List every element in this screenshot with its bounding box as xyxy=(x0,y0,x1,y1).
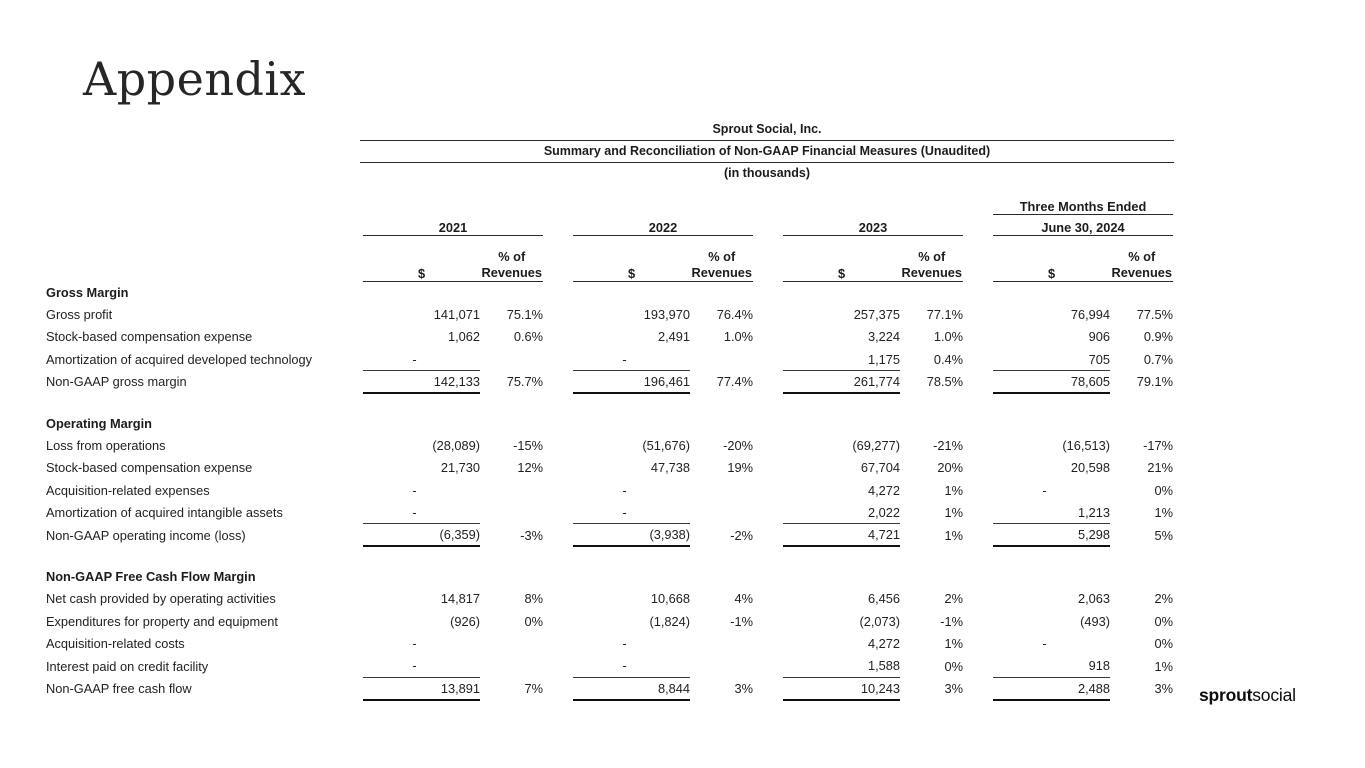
dollar-header: $ xyxy=(993,235,1110,281)
pct-value: 79.1% xyxy=(1136,374,1173,390)
pct-value: 1% xyxy=(1154,505,1173,521)
dollar-value: 5,298 xyxy=(993,524,1110,546)
dollar-value: (6,359) xyxy=(363,524,480,546)
pct-value: 2% xyxy=(1154,591,1173,607)
dollar-value: (2,073) xyxy=(859,613,900,629)
table-row xyxy=(46,326,1173,348)
column-gap xyxy=(753,434,783,456)
pct-of-revenues-header: % of Revenues xyxy=(480,235,543,281)
pct-value: -21% xyxy=(933,438,963,454)
pct-value: 77.1% xyxy=(926,307,963,323)
dollar-value: 47,738 xyxy=(650,460,690,476)
table-row xyxy=(46,502,1173,524)
pct-value: 1.0% xyxy=(723,329,753,345)
column-gap xyxy=(543,434,573,456)
column-gap xyxy=(963,434,993,456)
pct-value: 3% xyxy=(1154,680,1173,696)
pct-value: 21% xyxy=(1147,460,1173,476)
dollar-value: - xyxy=(573,502,690,524)
table-row xyxy=(46,632,1173,654)
row-label: Acquisition-related costs xyxy=(46,636,185,652)
pct-value: 1% xyxy=(944,482,963,498)
pct-value: 3% xyxy=(944,680,963,696)
dollar-value: 257,375 xyxy=(853,307,900,323)
pct-value: 4% xyxy=(734,591,753,607)
column-gap xyxy=(963,303,993,325)
dollar-value: 4,721 xyxy=(783,524,900,546)
column-gap xyxy=(753,479,783,501)
dollar-header: $ xyxy=(783,235,900,281)
column-gap xyxy=(543,303,573,325)
row-label: Gross profit xyxy=(46,307,113,323)
dollar-value: (69,277) xyxy=(852,438,900,454)
table-row xyxy=(46,303,1173,325)
dollar-value: (1,824) xyxy=(649,613,690,629)
dollar-value: - xyxy=(1042,482,1047,498)
dollar-value: (926) xyxy=(450,613,480,629)
row-label: Loss from operations xyxy=(46,438,166,454)
page-title: Appendix xyxy=(83,52,307,106)
pct-value: 0% xyxy=(1154,482,1173,498)
column-gap xyxy=(543,632,573,654)
row-label: Amortization of acquired developed technology xyxy=(46,351,313,367)
dollar-value: - xyxy=(1042,636,1047,652)
column-gap xyxy=(543,457,573,479)
table-row xyxy=(46,610,1173,632)
dollar-value: - xyxy=(412,636,417,652)
dollar-value: 13,891 xyxy=(363,677,480,699)
row-label: Net cash provided by operating activities xyxy=(46,591,276,607)
dollar-value: 705 xyxy=(993,348,1110,370)
dollar-value: 1,175 xyxy=(783,348,900,370)
dollar-value: (3,938) xyxy=(573,524,690,546)
section-title-row xyxy=(46,281,1173,303)
column-gap xyxy=(543,655,573,677)
column-gap xyxy=(543,524,573,546)
pct-value: 0% xyxy=(524,613,543,629)
dollar-value: - xyxy=(622,636,627,652)
row-label: Interest paid on credit facility xyxy=(46,658,209,674)
pct-value xyxy=(480,655,543,677)
row-label: Non-GAAP gross margin xyxy=(46,374,187,390)
row-label: Stock-based compensation expense xyxy=(46,329,253,345)
pct-value: 1% xyxy=(1154,658,1173,674)
column-gap xyxy=(543,326,573,348)
pct-value: -15% xyxy=(513,438,543,454)
column-gap xyxy=(753,677,783,699)
pct-value: 1% xyxy=(944,505,963,521)
dollar-value: 141,071 xyxy=(433,307,480,323)
column-gap xyxy=(753,326,783,348)
year-header-2021: 2021 xyxy=(363,214,543,235)
table-row xyxy=(46,655,1173,677)
dollar-value: 4,272 xyxy=(867,482,900,498)
dollar-value: 1,588 xyxy=(783,655,900,677)
pct-value: 0.4% xyxy=(933,351,963,367)
logo-text-regular: social xyxy=(1252,685,1296,705)
pct-value: 12% xyxy=(517,460,543,476)
table-row xyxy=(46,524,1173,546)
section-title-row xyxy=(46,412,1173,434)
pct-value: -3% xyxy=(520,527,543,543)
dollar-value: 906 xyxy=(1088,329,1110,345)
dollar-value: 78,605 xyxy=(993,371,1110,393)
dollar-header: $ xyxy=(363,235,480,281)
dollar-value: - xyxy=(363,655,480,677)
document-title: Summary and Reconciliation of Non-GAAP Financial Measures (Unaudited) xyxy=(360,141,1174,163)
pct-value: 0.6% xyxy=(513,329,543,345)
pct-value xyxy=(690,479,753,501)
column-gap xyxy=(963,677,993,699)
column-gap xyxy=(753,371,783,393)
year-header-2022: 2022 xyxy=(573,214,753,235)
pct-value: -2% xyxy=(730,527,753,543)
pct-value: 75.1% xyxy=(506,307,543,323)
dollar-value: 76,994 xyxy=(1070,307,1110,323)
section-spacer xyxy=(46,393,1173,412)
column-gap xyxy=(753,348,783,370)
table-row xyxy=(46,479,1173,501)
dollar-value: 2,491 xyxy=(657,329,690,345)
column-gap xyxy=(753,524,783,546)
column-gap xyxy=(963,348,993,370)
dollar-value: 2,488 xyxy=(993,677,1110,699)
pct-value: -1% xyxy=(730,613,753,629)
pct-value: -17% xyxy=(1143,438,1173,454)
pct-value xyxy=(480,632,543,654)
dollar-value: 261,774 xyxy=(783,371,900,393)
column-gap xyxy=(543,502,573,524)
column-gap xyxy=(753,588,783,610)
table-row xyxy=(46,457,1173,479)
pct-value: 3% xyxy=(734,680,753,696)
dollar-value: 918 xyxy=(993,655,1110,677)
pct-value: 1% xyxy=(944,636,963,652)
pct-value: 19% xyxy=(727,460,753,476)
pct-value: 5% xyxy=(1154,527,1173,543)
pct-value xyxy=(480,348,543,370)
pct-of-revenues-header: % of Revenues xyxy=(690,235,753,281)
dollar-value: 2,063 xyxy=(1077,591,1110,607)
pct-value: 77.4% xyxy=(716,374,753,390)
column-gap xyxy=(543,348,573,370)
dollar-header: $ xyxy=(573,235,690,281)
pct-value: 75.7% xyxy=(506,374,543,390)
table-row xyxy=(46,588,1173,610)
column-gap xyxy=(753,632,783,654)
column-gap xyxy=(753,502,783,524)
dollar-value: 21,730 xyxy=(440,460,480,476)
pct-value xyxy=(690,502,753,524)
row-label: Acquisition-related expenses xyxy=(46,482,210,498)
document-header xyxy=(360,119,1174,184)
section-title: Gross Margin xyxy=(46,284,129,300)
pct-value: 1% xyxy=(944,527,963,543)
pct-value xyxy=(480,502,543,524)
dollar-value: (493) xyxy=(1080,613,1110,629)
dollar-value: 8,844 xyxy=(573,677,690,699)
column-gap xyxy=(543,371,573,393)
pct-value xyxy=(690,632,753,654)
dollar-value: 20,598 xyxy=(1070,460,1110,476)
dollar-value: 1,062 xyxy=(447,329,480,345)
column-gap xyxy=(963,457,993,479)
table-row xyxy=(46,677,1173,699)
section-title: Operating Margin xyxy=(46,415,152,431)
row-label: Stock-based compensation expense xyxy=(46,460,253,476)
table-row xyxy=(46,371,1173,393)
pct-value: 0% xyxy=(1154,636,1173,652)
row-label: Non-GAAP operating income (loss) xyxy=(46,527,246,543)
pct-value xyxy=(690,348,753,370)
dollar-value: 6,456 xyxy=(867,591,900,607)
dollar-value: 193,970 xyxy=(643,307,690,323)
column-gap xyxy=(963,524,993,546)
dollar-value: 14,817 xyxy=(440,591,480,607)
dollar-value: 67,704 xyxy=(860,460,900,476)
pct-value xyxy=(480,479,543,501)
year-header-q2-2024: June 30, 2024 xyxy=(993,214,1173,235)
year-header-2023: 2023 xyxy=(783,214,963,235)
section-spacer xyxy=(46,546,1173,565)
column-gap xyxy=(543,610,573,632)
pct-value: 0.9% xyxy=(1143,329,1173,345)
table-row xyxy=(46,348,1173,370)
column-gap xyxy=(963,588,993,610)
dollar-value: 196,461 xyxy=(573,371,690,393)
dollar-value: - xyxy=(412,482,417,498)
dollar-value: 10,243 xyxy=(783,677,900,699)
table-row xyxy=(46,434,1173,456)
year-header-row xyxy=(46,214,1173,235)
dollar-value: - xyxy=(573,655,690,677)
units-note: (in thousands) xyxy=(723,166,811,180)
section-title: Non-GAAP Free Cash Flow Margin xyxy=(46,568,256,584)
dollar-value: (16,513) xyxy=(1062,438,1110,454)
pct-value: 0.7% xyxy=(1143,351,1173,367)
pct-value: 8% xyxy=(524,591,543,607)
row-label: Amortization of acquired intangible assets xyxy=(46,505,283,521)
column-gap xyxy=(963,479,993,501)
column-gap xyxy=(963,371,993,393)
pct-value: 78.5% xyxy=(926,374,963,390)
pct-value: 7% xyxy=(524,680,543,696)
dollar-value: 142,133 xyxy=(363,371,480,393)
pct-value: 0% xyxy=(944,658,963,674)
dollar-value: - xyxy=(573,348,690,370)
column-gap xyxy=(753,303,783,325)
dollar-value: 4,272 xyxy=(867,636,900,652)
row-label: Expenditures for property and equipment xyxy=(46,613,278,629)
dollar-value: 10,668 xyxy=(650,591,690,607)
pct-value: 1.0% xyxy=(933,329,963,345)
column-gap xyxy=(963,632,993,654)
column-gap xyxy=(753,457,783,479)
pct-value: 77.5% xyxy=(1136,307,1173,323)
pct-value: 2% xyxy=(944,591,963,607)
column-gap xyxy=(753,610,783,632)
column-gap xyxy=(543,588,573,610)
dollar-value: - xyxy=(363,502,480,524)
section-title-row xyxy=(46,565,1173,587)
dollar-value: 1,213 xyxy=(993,502,1110,524)
row-label: Non-GAAP free cash flow xyxy=(46,680,192,696)
pct-value: 76.4% xyxy=(716,307,753,323)
column-gap xyxy=(963,502,993,524)
column-gap xyxy=(963,326,993,348)
pct-of-revenues-header: % of Revenues xyxy=(900,235,963,281)
period-note-row xyxy=(46,194,1173,214)
pct-value xyxy=(690,655,753,677)
column-gap xyxy=(963,655,993,677)
pct-value: 20% xyxy=(937,460,963,476)
dollar-value: 3,224 xyxy=(867,329,900,345)
dollar-value: (28,089) xyxy=(432,438,480,454)
dollar-value: (51,676) xyxy=(642,438,690,454)
reconciliation-table xyxy=(46,194,1173,701)
pct-value: -1% xyxy=(940,613,963,629)
pct-value: 0% xyxy=(1154,613,1173,629)
period-note: Three Months Ended xyxy=(993,194,1173,214)
column-gap xyxy=(753,655,783,677)
sprout-social-logo xyxy=(1199,685,1296,706)
column-gap xyxy=(543,677,573,699)
column-gap xyxy=(543,479,573,501)
logo-text-bold: sprout xyxy=(1199,685,1253,705)
dollar-value: - xyxy=(363,348,480,370)
column-gap xyxy=(963,610,993,632)
dollar-value: 2,022 xyxy=(783,502,900,524)
dollar-value: - xyxy=(622,482,627,498)
pct-value: -20% xyxy=(723,438,753,454)
value-header-row xyxy=(46,235,1173,281)
pct-of-revenues-header: % of Revenues xyxy=(1110,235,1173,281)
company-name: Sprout Social, Inc. xyxy=(360,119,1174,141)
